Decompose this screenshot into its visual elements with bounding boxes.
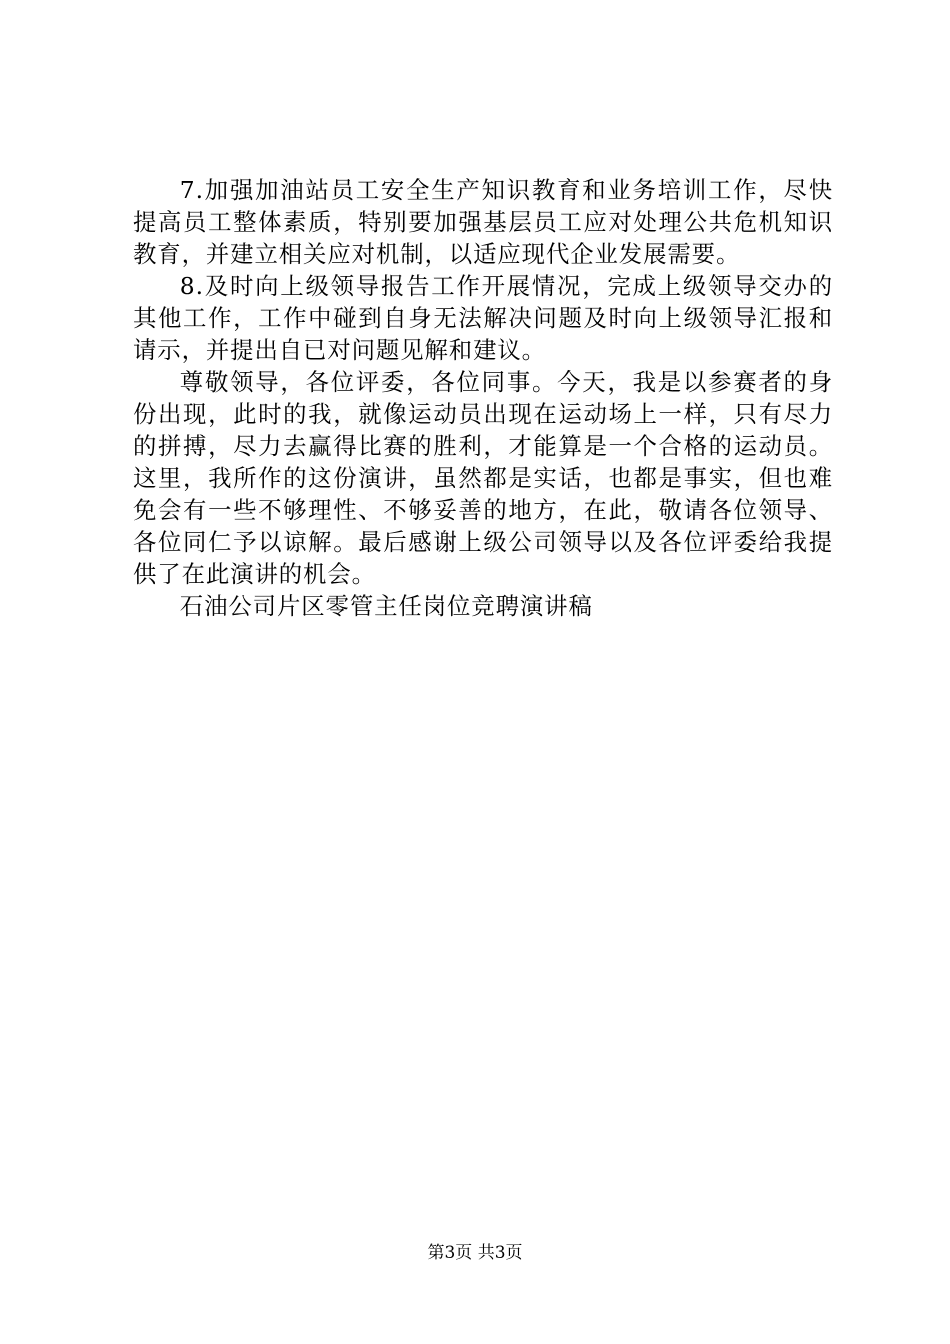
- paragraph-item-7: 7.加强加油站员工安全生产知识教育和业务培训工作，尽快提高员工整体素质，特别要加强基层员工应对处理公共危机知识教育，并建立相关应对机制，以适应现代企业发展需要。: [133, 176, 833, 268]
- document-title-line: 石油公司片区零管主任岗位竞聘演讲稿: [179, 592, 593, 620]
- paragraph-closing-remarks: 尊敬领导，各位评委，各位同事。今天，我是以参赛者的身份出现，此时的我，就像运动员出现在运动场上一样，只有尽力的拼搏，尽力去赢得比赛的胜利，才能算是一个合格的运动员。这里，我所作的这份演讲，虽然都是实话，也都是事实，但也难免会有一些不够理性、不够妥善的地方，在此，敬请各位领导、各位同仁予以谅解。最后感谢上级公司领导以及各位评委给我提供了在此演讲的机会。: [133, 368, 833, 588]
- paragraph-item-8: 8.及时向上级领导报告工作开展情况，完成上级领导交办的其他工作，工作中碰到自身无法解决问题及时向上级领导汇报和请示，并提出自已对问题见解和建议。: [133, 272, 833, 364]
- page-footer: [0, 1242, 950, 1264]
- document-body: [133, 174, 833, 622]
- page-number: 第3页 共3页: [427, 1243, 523, 1263]
